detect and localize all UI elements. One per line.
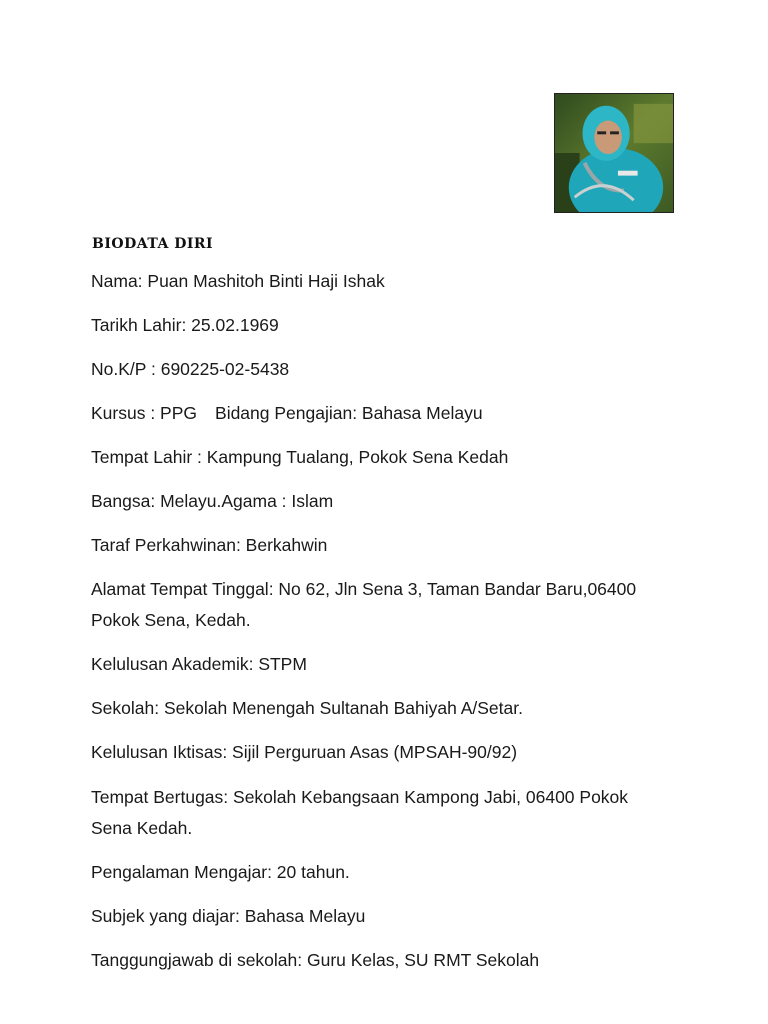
tanggungjawab-line: Tanggungjawab di sekolah: Guru Kelas, SU RMT Sekolah [91,950,540,970]
alamat-line-1: Alamat Tempat Tinggal: No 62, Jln Sena 3, Taman Bandar Baru,06400 [91,579,637,599]
nama-line: Nama: Puan Mashitoh Binti Haji Ishak [91,271,385,291]
kelulusan-iktisas-line: Kelulusan Iktisas: Sijil Perguruan Asas (MPSAH-90/92) [91,742,518,762]
sekolah-line: Sekolah: Sekolah Menengah Sultanah Bahiyah A/Setar. [91,698,523,718]
pengalaman-line: Pengalaman Mengajar: 20 tahun. [91,862,350,882]
kursus-line [91,398,483,429]
bangsa-agama-line: Bangsa: Melayu.Agama : Islam [91,491,334,511]
portrait-photo [554,93,674,213]
kelulusan-akademik-line: Kelulusan Akademik: STPM [91,654,307,674]
biodata-heading: BIODATA DIRI [92,236,214,252]
alamat-line-2: Pokok Sena, Kedah. [91,610,251,630]
tempat-lahir-line: Tempat Lahir : Kampung Tualang, Pokok Sena Kedah [91,447,509,467]
no-kp-line: No.K/P : 690225-02-5438 [91,359,290,379]
tempat-bertugas-line-2: Sena Kedah. [91,818,193,838]
portrait-image-icon [555,94,673,212]
kursus-text: Kursus : PPG [91,403,198,423]
tempat-bertugas-line-1: Tempat Bertugas: Sekolah Kebangsaan Kampong Jabi, 06400 Pokok [91,787,629,807]
tarikh-lahir-line: Tarikh Lahir: 25.02.1969 [91,315,279,335]
taraf-perkahwinan-line: Taraf Perkahwinan: Berkahwin [91,535,328,555]
subjek-line: Subjek yang diajar: Bahasa Melayu [91,906,366,926]
bidang-text: Bidang Pengajian: Bahasa Melayu [215,403,483,423]
